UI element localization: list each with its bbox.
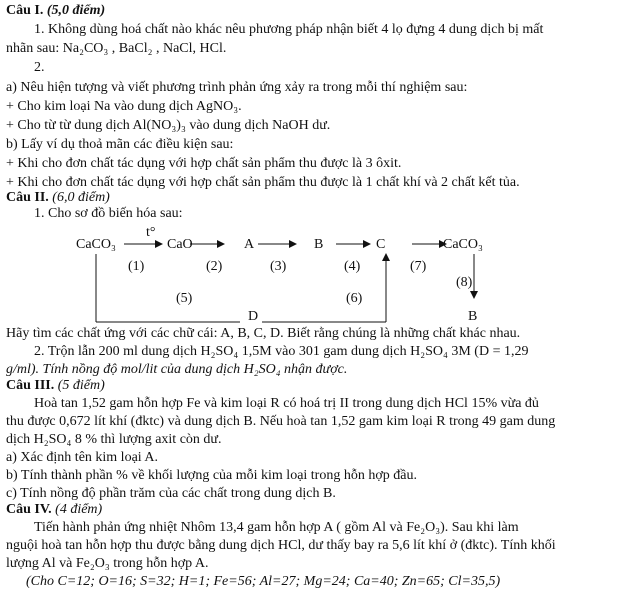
node-d: D [248, 309, 259, 324]
reaction-scheme-diagram [0, 222, 621, 332]
cau4-line3: lượng Al và Fe₂O₃ trong hỗn hợp A. [6, 556, 209, 571]
cau4-title: Câu IV. [6, 502, 52, 517]
cau2-line3: 2. Trộn lẫn 200 ml dung dịch H₂SO₄ 1,5M vào 301 gam dung dịch H₂SO₄ 3M (D = 1,29 [34, 344, 529, 359]
cau2-line2: Hãy tìm các chất ứng với các chữ cái: A, B, C, D. Biết rằng chúng là những chất khác nhau. [6, 326, 521, 341]
cau4-line1: Tiến hành phản ứng nhiệt Nhôm 13,4 gam hỗn hợp A ( gồm Al và Fe₂O₃). Sau khi làm [34, 520, 519, 535]
cau2-score: (6,0 điểm) [52, 190, 110, 205]
step-3: (3) [270, 259, 287, 274]
step-2: (2) [206, 259, 223, 274]
cau1-heading [6, 3, 105, 19]
node-b-bottom: B [468, 309, 478, 324]
step-7: (7) [410, 259, 427, 274]
cau3-heading [6, 378, 105, 394]
cau3-score: (5 điểm) [57, 378, 105, 393]
cau2-line1: 1. Cho sơ đồ biến hóa sau: [34, 206, 183, 221]
step-4: (4) [344, 259, 361, 274]
node-b-mid: B [314, 237, 324, 252]
cau1-line4: a) Nêu hiện tượng và viết phương trình phản ứng xảy ra trong mỗi thí nghiệm sau: [6, 80, 468, 95]
cau4-line4: (Cho C=12; O=16; S=32; H=1; Fe=56; Al=27; Mg=24; Ca=40; Zn=65; Cl=35,5) [26, 574, 501, 589]
step-8: (8) [456, 275, 473, 290]
step-5: (5) [176, 291, 193, 306]
cau3-title: Câu III. [6, 378, 55, 393]
cau3-line4: a) Xác định tên kim loại A. [6, 450, 159, 465]
cau1-line3: 2. [34, 60, 45, 75]
node-caco3-right: CaCO₃ [443, 237, 483, 252]
cau4-score: (4 điểm) [55, 502, 103, 517]
cau3-line5: b) Tính thành phần % về khối lượng của mỗi kim loại trong hỗn hợp đầu. [6, 468, 417, 483]
cau1-title: Câu I. [6, 3, 44, 18]
cau2-line4: g/ml). Tính nồng độ mol/lit của dung dịch H₂SO₄ nhận được. [6, 362, 348, 377]
node-a: A [244, 237, 255, 252]
cau4-line2: nguội hoà tan hỗn hợp thu được bằng dung dịch HCl, dư thấy bay ra 5,6 lít khí ở (đktc). Tính khối [6, 538, 556, 553]
temp-label: t° [146, 225, 156, 240]
cau3-line3: dịch H₂SO₄ 8 % thì lượng axit còn dư. [6, 432, 222, 447]
cau1-line5: + Cho kim loại Na vào dung dịch AgNO₃. [6, 99, 242, 114]
cau1-score: (5,0 điểm) [46, 3, 106, 18]
cau3-line6: c) Tính nồng độ phần trăm của các chất trong dung dịch B. [6, 486, 336, 501]
cau2-title: Câu II. [6, 190, 49, 205]
node-cao: CaO [167, 237, 193, 252]
node-c: C [376, 237, 386, 252]
cau1-line8: + Khi cho đơn chất tác dụng với hợp chất sản phẩm thu được là 3 ôxit. [6, 156, 402, 171]
cau1-line6: + Cho từ từ dung dịch Al(NO₃)₃ vào dung dịch NaOH dư. [6, 118, 331, 133]
step-1: (1) [128, 259, 145, 274]
node-caco3-left: CaCO₃ [76, 237, 116, 252]
cau3-line2: thu được 0,672 lít khí (đktc) và dung dịch B. Nếu hoà tan 1,52 gam kim loại R trong 49 gam dung [6, 414, 556, 429]
cau1-line7: b) Lấy ví dụ thoả mãn các điều kiện sau: [6, 137, 234, 152]
cau2-heading [6, 190, 110, 206]
cau4-heading [6, 502, 102, 518]
cau3-line1: Hoà tan 1,52 gam hỗn hợp Fe và kim loại R có hoá trị II trong dung dịch HCl 15% vừa đủ [34, 396, 539, 411]
step-6: (6) [346, 291, 363, 306]
cau1-line1: 1. Không dùng hoá chất nào khác nêu phương pháp nhận biết 4 lọ đựng 4 dung dịch bị mất [34, 22, 544, 37]
cau1-line9: + Khi cho đơn chất tác dụng với hợp chất sản phẩm thu được là 1 chất khí và 2 chất kết tủa. [6, 175, 520, 190]
cau1-line2: nhãn sau: Na₂CO₃ , BaCl₂ , NaCl, HCl. [6, 41, 227, 56]
